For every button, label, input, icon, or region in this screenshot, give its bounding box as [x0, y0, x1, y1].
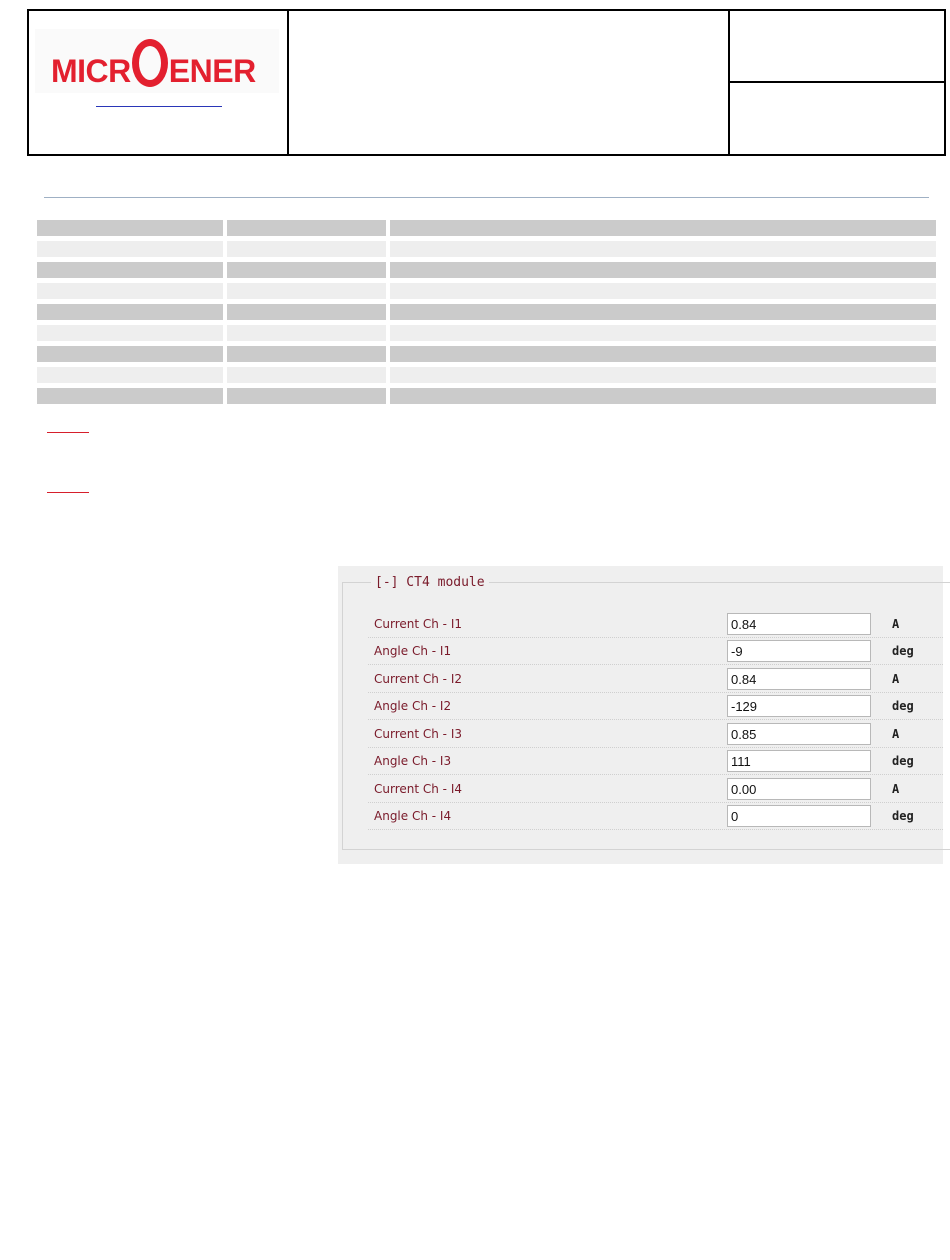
measurement-row-angle-i2 [368, 693, 943, 720]
measurement-row-angle-i1 [368, 638, 943, 665]
measurement-label: Angle Ch - I3 [374, 754, 452, 768]
current-i1-field[interactable] [727, 613, 871, 635]
current-i4-field[interactable] [727, 778, 871, 800]
table-row [37, 388, 936, 404]
table-row [37, 220, 936, 236]
ct4-module-panel [338, 566, 943, 864]
logo-o-mark [132, 39, 168, 87]
table-row [37, 283, 936, 299]
header-logo-cell [29, 11, 289, 154]
logo-text-left: MICR [51, 53, 131, 89]
measurement-unit: deg [892, 809, 914, 823]
measurement-unit: deg [892, 644, 914, 658]
measurement-label: Current Ch - I1 [374, 617, 463, 631]
ct4-module-toggle[interactable]: [-] CT4 module [371, 574, 489, 592]
measurement-row-current-i4 [368, 776, 943, 803]
microener-logo [51, 39, 256, 91]
header-info-divider [730, 81, 944, 83]
logo-link-underline[interactable] [96, 106, 222, 107]
measurement-unit: deg [892, 699, 914, 713]
table-row [37, 325, 936, 341]
section-separator [44, 197, 929, 198]
measurement-unit: A [892, 672, 900, 686]
measurement-label: Current Ch - I2 [374, 672, 463, 686]
measurement-row-current-i2 [368, 666, 943, 693]
table-row [37, 367, 936, 383]
measurement-label: Current Ch - I4 [374, 782, 463, 796]
info-table [37, 220, 936, 409]
angle-i1-field[interactable] [727, 640, 871, 662]
header-title-cell [289, 11, 730, 154]
document-header [27, 9, 946, 156]
header-info-cell [730, 11, 944, 154]
table-row [37, 241, 936, 257]
table-row [37, 304, 936, 320]
logo-text-right: ENER [168, 53, 256, 89]
measurement-row-current-i3 [368, 721, 943, 748]
current-i3-field[interactable] [727, 723, 871, 745]
measurement-unit: A [892, 727, 900, 741]
table-row [37, 346, 936, 362]
measurement-row-current-i1 [368, 611, 943, 638]
measurement-row-angle-i3 [368, 748, 943, 775]
measurement-label: Angle Ch - I4 [374, 809, 452, 823]
note-marker [47, 492, 89, 493]
table-row [37, 262, 936, 278]
measurement-label: Angle Ch - I1 [374, 644, 452, 658]
measurement-label: Angle Ch - I2 [374, 699, 452, 713]
measurement-label: Current Ch - I3 [374, 727, 463, 741]
measurement-unit: A [892, 782, 900, 796]
note-marker [47, 432, 89, 433]
measurement-unit: A [892, 617, 900, 631]
current-i2-field[interactable] [727, 668, 871, 690]
angle-i2-field[interactable] [727, 695, 871, 717]
angle-i4-field[interactable] [727, 805, 871, 827]
measurement-unit: deg [892, 754, 914, 768]
measurement-row-angle-i4 [368, 803, 943, 830]
angle-i3-field[interactable] [727, 750, 871, 772]
